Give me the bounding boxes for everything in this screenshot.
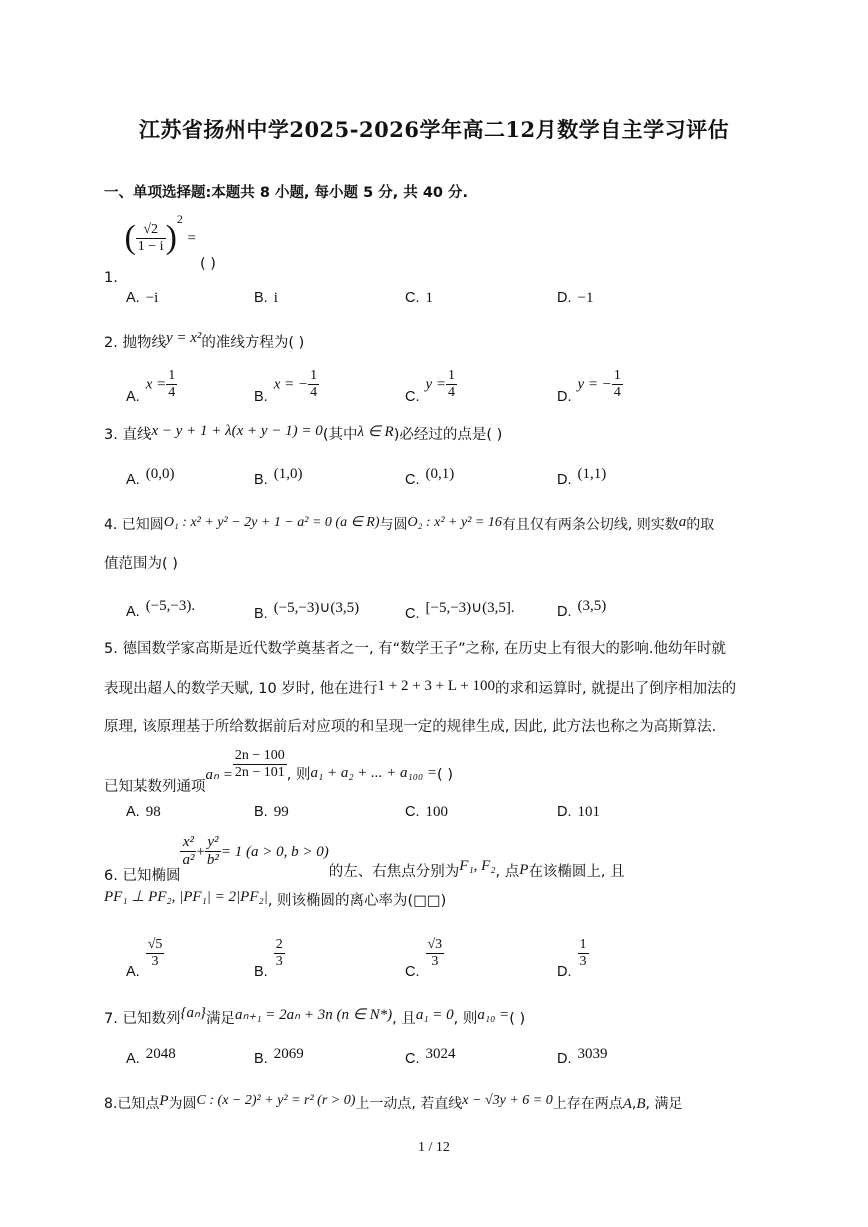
q6-option-d[interactable]: D. $\frac{1}{3}$ bbox=[557, 937, 587, 980]
q6-stem: 6. 已知椭圆 $\frac{\text{x²}}{\text{a²}}$ + $\frac{\text{y²}}{\text{b²}}$ = 1 (a > 0, b > 0)的左、右焦点分别为F₁, F₂, 点P在该椭圆上, 且 bbox=[104, 834, 625, 884]
q5-line-1: 5. 德国数学家高斯是近代数学奠基者之一, 有“数学王子”之称, 在历史上有很大的影响.他幼年时就 bbox=[104, 641, 727, 657]
q4-stem-line2: 值范围为( ) bbox=[104, 556, 178, 572]
q1-exponent: 2 bbox=[176, 211, 183, 226]
q2-option-b[interactable]: B.x = − $\frac{1}{4}$ bbox=[254, 368, 318, 405]
q2-stem: 2. 抛物线y = x²的准线方程为( ) bbox=[104, 330, 305, 351]
q3-option-c[interactable]: C. (0,1) bbox=[405, 466, 455, 488]
q7-stem: 7. 已知数列{aₙ}满足aₙ₊₁ = 2aₙ + 3n (n ∈ N*), 且a₁ = 0, 则a₁₀ =( ) bbox=[104, 1005, 526, 1027]
q2-parabola: y = x² bbox=[165, 330, 202, 346]
q6-stem-line2: PF₁ ⊥ PF₂, |PF₁| = 2|PF₂|, 则该椭圆的离心率为(□□) bbox=[104, 889, 447, 909]
q5-line-2: 表现出超人的数学天赋, 10 岁时, 他在进行1 + 2 + 3 + L + 100的求和运算时, 就提出了倒序相加法的 bbox=[104, 678, 737, 697]
q4-circle-o1: O₁ : x² + y² − 2y + 1 − a² = 0 (a ∈ R) bbox=[163, 515, 380, 530]
q8-line-equation: x − √3y + 6 = 0 bbox=[462, 1093, 553, 1108]
q6-option-c[interactable]: C. $\frac{√3}{3}$ bbox=[405, 937, 443, 980]
q3-stem: 3. 直线x − y + 1 + λ(x + y − 1) = 0(其中λ ∈ R)必经过的点是( ) bbox=[104, 423, 503, 443]
q6-condition: PF₁ ⊥ PF₂, |PF₁| = 2|PF₂| bbox=[104, 889, 268, 905]
q3-option-b[interactable]: B. (1,0) bbox=[254, 466, 303, 488]
q2-option-d[interactable]: D.y = − $\frac{1}{4}$ bbox=[557, 368, 621, 405]
q5-frac-numerator: 2n − 100 bbox=[233, 748, 287, 765]
q1-option-b[interactable]: B. i bbox=[254, 290, 278, 306]
q5-option-b[interactable]: B. 99 bbox=[254, 804, 289, 820]
q7-option-b[interactable]: B. 2069 bbox=[254, 1046, 304, 1067]
section-heading bbox=[104, 185, 468, 202]
section-heading-text: 一、单项选择题:本题共 8 小题, 每小题 5 分, 共 40 分. bbox=[104, 185, 469, 201]
q4-option-b[interactable]: B. (−5,−3)∪(3,5) bbox=[254, 600, 360, 622]
q1-option-a[interactable]: A. −i bbox=[126, 290, 159, 306]
q3-line-equation: x − y + 1 + λ(x + y − 1) = 0 bbox=[151, 423, 323, 439]
q1-expression: ( $\frac{√2}{1 - i}$ )$^2$ = bbox=[124, 211, 196, 256]
page-number: 1 / 12 bbox=[418, 1140, 450, 1155]
q8-circle-equation: C : (x − 2)² + y² = r² (r > 0) bbox=[196, 1093, 356, 1108]
q4-option-d[interactable]: D. (3,5) bbox=[557, 598, 607, 620]
q7-recurrence: aₙ₊₁ = 2aₙ + 3n (n ∈ N*) bbox=[234, 1007, 393, 1023]
q6-option-a[interactable]: A. $\frac{√5}{3}$ bbox=[126, 937, 163, 980]
q1-answer-paren: ( ) bbox=[200, 256, 216, 272]
q1-option-c[interactable]: C. 1 bbox=[405, 290, 433, 306]
q5-frac-denominator: 2n − 101 bbox=[234, 765, 285, 781]
q5-sum-expression: 1 + 2 + 3 + L + 100 bbox=[377, 678, 495, 694]
q4-option-a[interactable]: A. (−5,−3). bbox=[126, 598, 196, 620]
q3-option-a[interactable]: A. (0,0) bbox=[126, 466, 175, 488]
q5-option-d[interactable]: D. 101 bbox=[557, 804, 600, 820]
q2-option-c[interactable]: C.y = $\frac{1}{4}$ bbox=[405, 368, 456, 405]
q7-option-c[interactable]: C. 3024 bbox=[405, 1046, 456, 1067]
q4-option-c[interactable]: C. [−5,−3)∪(3,5]. bbox=[405, 600, 515, 622]
q4-circle-o2: O₂ : x² + y² = 16 bbox=[407, 515, 502, 530]
q5-line-3: 原理, 该原理基于所给数据前后对应项的和呈现一定的规律生成, 因此, 此方法也称之为高斯算法. bbox=[104, 719, 717, 735]
q7-option-d[interactable]: D. 3039 bbox=[557, 1046, 608, 1067]
q1-option-d[interactable]: D. −1 bbox=[557, 290, 594, 306]
q8-stem: 8.已知点P为圆C : (x − 2)² + y² = r² (r > 0)上一动点, 若直线x − √3y + 6 = 0上存在两点A,B, 满足 bbox=[104, 1093, 683, 1112]
q1-number: 1. bbox=[104, 270, 118, 287]
q6-option-b[interactable]: B. $\frac{2}{3}$ bbox=[254, 937, 283, 980]
q5-option-c[interactable]: C. 100 bbox=[405, 804, 448, 820]
q5-option-a[interactable]: A. 98 bbox=[126, 804, 161, 820]
q1-equals: = bbox=[187, 230, 196, 247]
q7-option-a[interactable]: A. 2048 bbox=[126, 1046, 176, 1067]
q1-numerator: √2 bbox=[136, 222, 166, 239]
q1-denominator: 1 − i bbox=[137, 238, 164, 254]
page-title: 江苏省扬州中学2025-2026学年高二12月数学自主学习评估 bbox=[138, 117, 730, 142]
q1-stem bbox=[104, 211, 196, 287]
q2-option-a[interactable]: A.x = $\frac{1}{4}$ bbox=[126, 368, 176, 405]
q4-stem: 4. 已知圆O₁ : x² + y² − 2y + 1 − a² = 0 (a ∈ R)与圆O₂ : x² + y² = 16有且仅有两条公切线, 则实数a的取 bbox=[104, 514, 715, 533]
q3-option-d[interactable]: D. (1,1) bbox=[557, 466, 607, 488]
q5-line-4: 已知某数列通项aₙ = $\frac{2n - 100}{2n - 101}$ , 则a₁ + a₂ + ... + a₁₀₀ =( ) bbox=[104, 748, 453, 795]
